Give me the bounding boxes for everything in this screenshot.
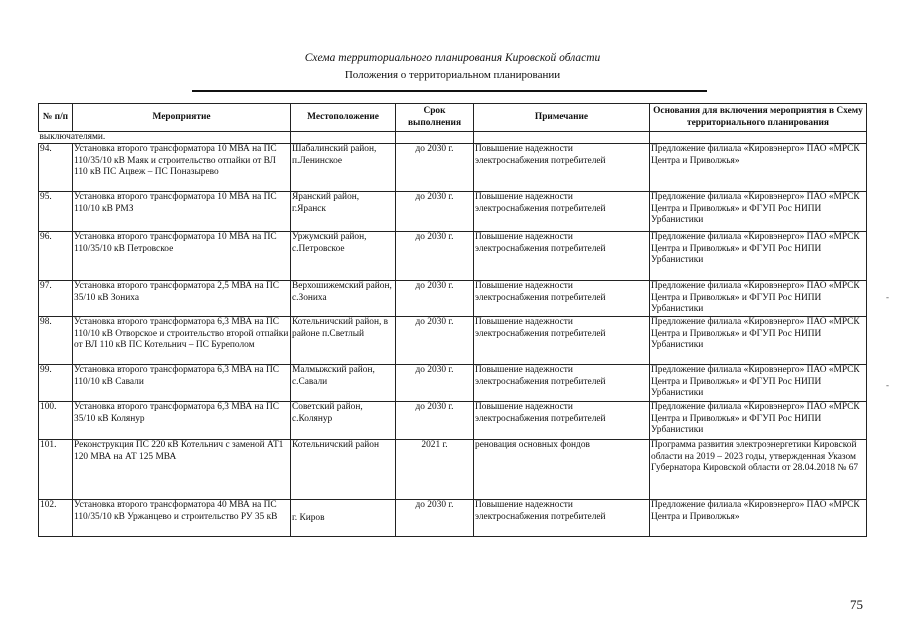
continuation-text: выключателями. (39, 132, 291, 144)
cell-term: до 2030 г. (396, 144, 474, 192)
cell-basis: Предложение филиала «Кировэнерго» ПАО «МРСК Центра и Приволжья» (650, 144, 867, 192)
cell-basis: Предложение филиала «Кировэнерго» ПАО «МРСК Центра и Приволжья» (650, 500, 867, 537)
cell-note: Повышение надежности электроснабжения потребителей (474, 365, 650, 402)
cell-term: до 2030 г. (396, 192, 474, 232)
table-row-continuation (39, 132, 867, 144)
cell-num: 100. (39, 402, 73, 440)
cell-term: до 2030 г. (396, 500, 474, 537)
col-header-location: Местоположение (291, 104, 396, 132)
cell-basis: Предложение филиала «Кировэнерго» ПАО «МРСК Центра и Приволжья» и ФГУП Рос НИПИ Урбанистики (650, 317, 867, 365)
cell-num: 102. (39, 500, 73, 537)
cell-num: 99. (39, 365, 73, 402)
cell-note: реновация основных фондов (474, 440, 650, 500)
document-subtitle: Положения о территориальном планировании (344, 69, 561, 81)
cell-term: до 2030 г. (396, 317, 474, 365)
cell-note: Повышение надежности электроснабжения потребителей (474, 192, 650, 232)
cell-location: Уржумский район, с.Петровское (291, 232, 396, 281)
measures-table (38, 103, 867, 537)
cell-num: 98. (39, 317, 73, 365)
cell-location: Верхошижемский район, с.Зониха (291, 281, 396, 317)
cell-basis: Предложение филиала «Кировэнерго» ПАО «МРСК Центра и Приволжья» и ФГУП Рос НИПИ Урбанистики (650, 402, 867, 440)
col-header-basis: Основания для включения мероприятия в Схему территориального планирования (650, 104, 867, 132)
empty-cell (291, 132, 396, 144)
empty-cell (474, 132, 650, 144)
document-title: Схема территориального планирования Кировской области (304, 52, 601, 64)
table-row (39, 365, 867, 402)
scan-mark: - (886, 292, 889, 302)
col-header-num: № п/п (39, 104, 73, 132)
cell-num: 97. (39, 281, 73, 317)
cell-basis: Предложение филиала «Кировэнерго» ПАО «МРСК Центра и Приволжья» и ФГУП Рос НИПИ Урбанистики (650, 232, 867, 281)
cell-location: Малмыжский район, с.Савали (291, 365, 396, 402)
cell-event: Установка второго трансформатора 2,5 МВА на ПС 35/10 кВ Зониха (73, 281, 291, 317)
cell-term: 2021 г. (396, 440, 474, 500)
table-row (39, 144, 867, 192)
cell-basis: Программа развития электроэнергетики Кировской области на 2019 – 2023 годы, утвержденная Указом Губернатора Кировской области от 28.04.2018 № 67 (650, 440, 867, 500)
cell-term: до 2030 г. (396, 232, 474, 281)
cell-note: Повышение надежности электроснабжения потребителей (474, 317, 650, 365)
page-number: 75 (850, 597, 863, 612)
cell-note: Повышение надежности электроснабжения потребителей (474, 281, 650, 317)
cell-note: Повышение надежности электроснабжения потребителей (474, 232, 650, 281)
cell-event: Реконструкция ПС 220 кВ Котельнич с заменой АТ1 120 МВА на АТ 125 МВА (73, 440, 291, 500)
cell-num: 101. (39, 440, 73, 500)
cell-event: Установка второго трансформатора 6,3 МВА на ПС 110/10 кВ Савали (73, 365, 291, 402)
cell-num: 94. (39, 144, 73, 192)
cell-num: 95. (39, 192, 73, 232)
col-header-note: Примечание (474, 104, 650, 132)
cell-event: Установка второго трансформатора 10 МВА на ПС 110/10 кВ РМЗ (73, 192, 291, 232)
cell-term: до 2030 г. (396, 402, 474, 440)
table-row (39, 317, 867, 365)
cell-location: Советский район, с.Колянур (291, 402, 396, 440)
empty-cell (650, 132, 867, 144)
cell-note: Повышение надежности электроснабжения потребителей (474, 402, 650, 440)
cell-event: Установка второго трансформатора 6,3 МВА на ПС 110/10 кВ Отворское и строительство второй отпайки от ВЛ 110 кВ ПС Котельнич – ПС Буреполом (73, 317, 291, 365)
col-header-event: Мероприятие (73, 104, 291, 132)
table-header-row (39, 104, 867, 132)
cell-term: до 2030 г. (396, 281, 474, 317)
table-row (39, 281, 867, 317)
cell-basis: Предложение филиала «Кировэнерго» ПАО «МРСК Центра и Приволжья» и ФГУП Рос НИПИ Урбанистики (650, 281, 867, 317)
table-row (39, 192, 867, 232)
table-row (39, 500, 867, 537)
col-header-term: Срок выполнения (396, 104, 474, 132)
cell-location: Шабалинский район, п.Ленинское (291, 144, 396, 192)
cell-note: Повышение надежности электроснабжения потребителей (474, 144, 650, 192)
cell-term: до 2030 г. (396, 365, 474, 402)
cell-event: Установка второго трансформатора 10 МВА на ПС 110/35/10 кВ Петровское (73, 232, 291, 281)
cell-location: Яранский район, г.Яранск (291, 192, 396, 232)
cell-location: Котельничский район (291, 440, 396, 500)
header-divider (192, 90, 707, 92)
table-row (39, 440, 867, 500)
cell-event: Установка второго трансформатора 6,3 МВА на ПС 35/10 кВ Колянур (73, 402, 291, 440)
cell-event: Установка второго трансформатора 10 МВА на ПС 110/35/10 кВ Маяк и строительство отпайки от ВЛ 110 кВ ПС Ацвеж – ПС Поназырево (73, 144, 291, 192)
table-row (39, 232, 867, 281)
table-row (39, 402, 867, 440)
cell-event: Установка второго трансформатора 40 МВА на ПС 110/35/10 кВ Уржанцево и строительство РУ 35 кВ (73, 500, 291, 537)
scan-mark: - (886, 380, 889, 390)
cell-basis: Предложение филиала «Кировэнерго» ПАО «МРСК Центра и Приволжья» и ФГУП Рос НИПИ Урбанистики (650, 365, 867, 402)
empty-cell (396, 132, 474, 144)
cell-num: 96. (39, 232, 73, 281)
cell-basis: Предложение филиала «Кировэнерго» ПАО «МРСК Центра и Приволжья» и ФГУП Рос НИПИ Урбанистики (650, 192, 867, 232)
cell-location: Котельничский район, в районе п.Светлый (291, 317, 396, 365)
cell-location: г. Киров (291, 500, 396, 537)
cell-note: Повышение надежности электроснабжения потребителей (474, 500, 650, 537)
